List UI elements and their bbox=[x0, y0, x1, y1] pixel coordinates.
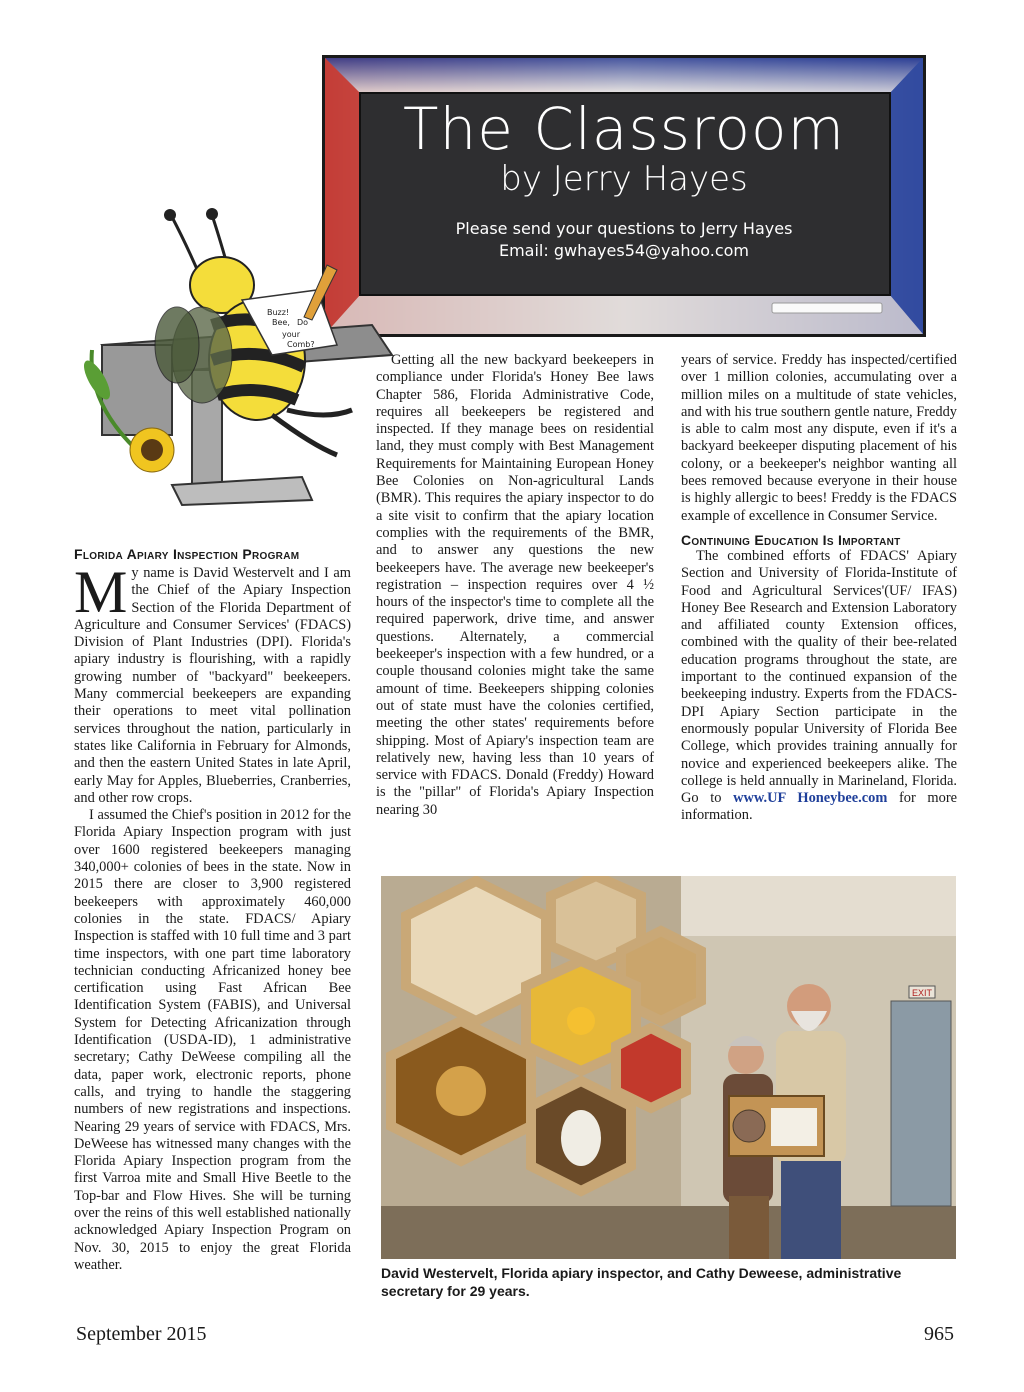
bee-illustration-graphic bbox=[72, 205, 402, 540]
column-title: The Classroom bbox=[403, 95, 845, 163]
note-word: your bbox=[282, 330, 300, 339]
contact-email: Email: gwhayes54@yahoo.com bbox=[498, 241, 750, 260]
website-link[interactable]: www.UF Honeybee.com bbox=[733, 790, 888, 807]
award-photo bbox=[381, 876, 956, 1259]
paragraph: years of service. Freddy has inspected/certified over 1 million colonies, accumulating over a million miles on a multitude of state vehicles, and with his true southern gentle nature, Freddy is able to calm most any dispute, even if it's a backyard beekeeper disputing placement of his colony, or a beekeeper's neighbor wanting all bees removed because everyone in their house is highly allergic to bees! Freddy is the FDACS example of excellence in Consumer Service. bbox=[681, 352, 957, 524]
paragraph: Getting all the new backyard beekeepers in compliance under Florida's Honey Bee laws Chapter 586, Florida Administrative Code, requires all beekeepers be registered and inspected. If they manage bees on residential land, they must comply with Best Management Requirements for Maintaining European Honey Bee Colonies on Non-agricultural Lands (BMR). This requires the apiary inspector to do a site visit to confirm that the apiary location complies with the requirements of the BMR, and to answer any questions the new beekeepers have. The average new beekeeper's registration – inspection requires over 4 ½ hours of the inspector's time to complete all the required paperwork, drive time, and answer questions. Alternately, a commercial beekeeper's inspection with a few hundred, or a couple thousand colonies might take the same amount of time. Beekeepers shipping colonies out of state must have the colonies certified, meeting the other states' requirements before shipping. Most of Apiary's inspection team are relatively new, having less than 10 years of service with FDACS. Donald (Freddy) Howard is the "pillar" of Florida's Apiary Inspection nearing 30 bbox=[376, 352, 654, 818]
chalkboard-header bbox=[322, 55, 926, 337]
note-word: Bee, bbox=[272, 318, 290, 327]
note-word: Do bbox=[297, 318, 309, 327]
section-heading: Continuing Education Is Important bbox=[681, 531, 901, 548]
paragraph bbox=[74, 559, 351, 807]
column-three-text bbox=[681, 352, 957, 525]
column-one-text bbox=[74, 559, 351, 1274]
sunflower-icon bbox=[130, 428, 174, 472]
column-two bbox=[376, 352, 654, 819]
page-number: 965 bbox=[924, 1323, 954, 1345]
note-word: Buzz! bbox=[267, 308, 290, 317]
send-questions-text: Please send your questions to Jerry Hayes bbox=[455, 219, 793, 238]
paragraph-text: y name is David Westervelt and I am the Chief of the Apiary Inspection Section of the Florida Department of Agriculture and Consumer Services' (FDACS) Division of Plant Industries (DPI). Florida's apiary industry is flourishing, with a rapidly growing number of "backyard" beekeepers. Many commercial beekeepers are expanding their operations to meet vital pollination services throughout the nation, particularly in states like California in February for Almonds, and then the eastern United States in late April, early May for Apples, Blueberries, Cranberries, and other row crops. bbox=[74, 565, 351, 806]
paragraph-text: for more information. bbox=[681, 790, 957, 824]
paragraph: I assumed the Chief's position in 2012 for the Florida Apiary Inspection program with just over 1600 registered beekeepers managing 340,000+ colonies of bees in the state. Now in 2015 there are closer to 3,900 registered beekeepers with approximately 460,000 colonies in the state. FDACS/ Apiary Inspection is staffed with 10 full time and 3 part time inspectors, with one part time laboratory technician conducting Africanized honey bee certification using Fast African Bee Identification System (FABIS), and Universal System for Detecting Africanization through Identification (USDA-ID), 1 administrative secretary; Cathy DeWeese compiling all the data, paper work, electronic reports, phone calls, and trying to handle the staggering numbers of new registrations and inspections. Nearing 29 years of service with FDACS, Mrs. DeWeese has witnessed many changes with the Florida Apiary Inspection program from the first Varroa mite and Small Hive Beetle to the Top-bar and Flow Hives. She will be turning over the reins of this well established nationally acknowledged Apiary Inspection Program on Nov. 30, 2015 to enjoy the great Florida weather. bbox=[74, 807, 351, 1273]
column-one bbox=[74, 546, 351, 1274]
award-photo-graphic bbox=[381, 876, 956, 1259]
bee-at-desk-illustration bbox=[72, 205, 402, 540]
issue-date: September 2015 bbox=[76, 1323, 207, 1345]
paragraph bbox=[681, 548, 957, 825]
exit-sign: EXIT bbox=[912, 988, 933, 998]
drop-cap: M bbox=[74, 559, 128, 625]
column-two-text bbox=[376, 352, 654, 819]
column-three bbox=[681, 352, 957, 825]
note-word: Comb? bbox=[287, 340, 315, 349]
section-heading: Florida Apiary Inspection Program bbox=[74, 546, 300, 562]
paragraph-text: The combined efforts of FDACS' Apiary Section and University of Florida-Institute of Food and Agricultural Services'(UF/ IFAS) Honey Bee Research and Extension Laboratory and affiliated county Extension offices, combined with the quality of their bee-related education programs throughout the state, are important to the continued expansion of the beekeeping industry. Experts from the FDACS-DPI Apiary Section participate in the enormously popular University of Florida Bee College, which provides training annually for novice and experienced beekeepers alike. The college is held annually in Marineland, Florida. Go to bbox=[681, 547, 957, 807]
column-three-text-2 bbox=[681, 548, 957, 825]
byline: by Jerry Hayes bbox=[500, 159, 748, 199]
photo-caption: David Westervelt, Florida apiary inspector, and Cathy Deweese, administrative secretary for 29 years. bbox=[381, 1265, 902, 1299]
